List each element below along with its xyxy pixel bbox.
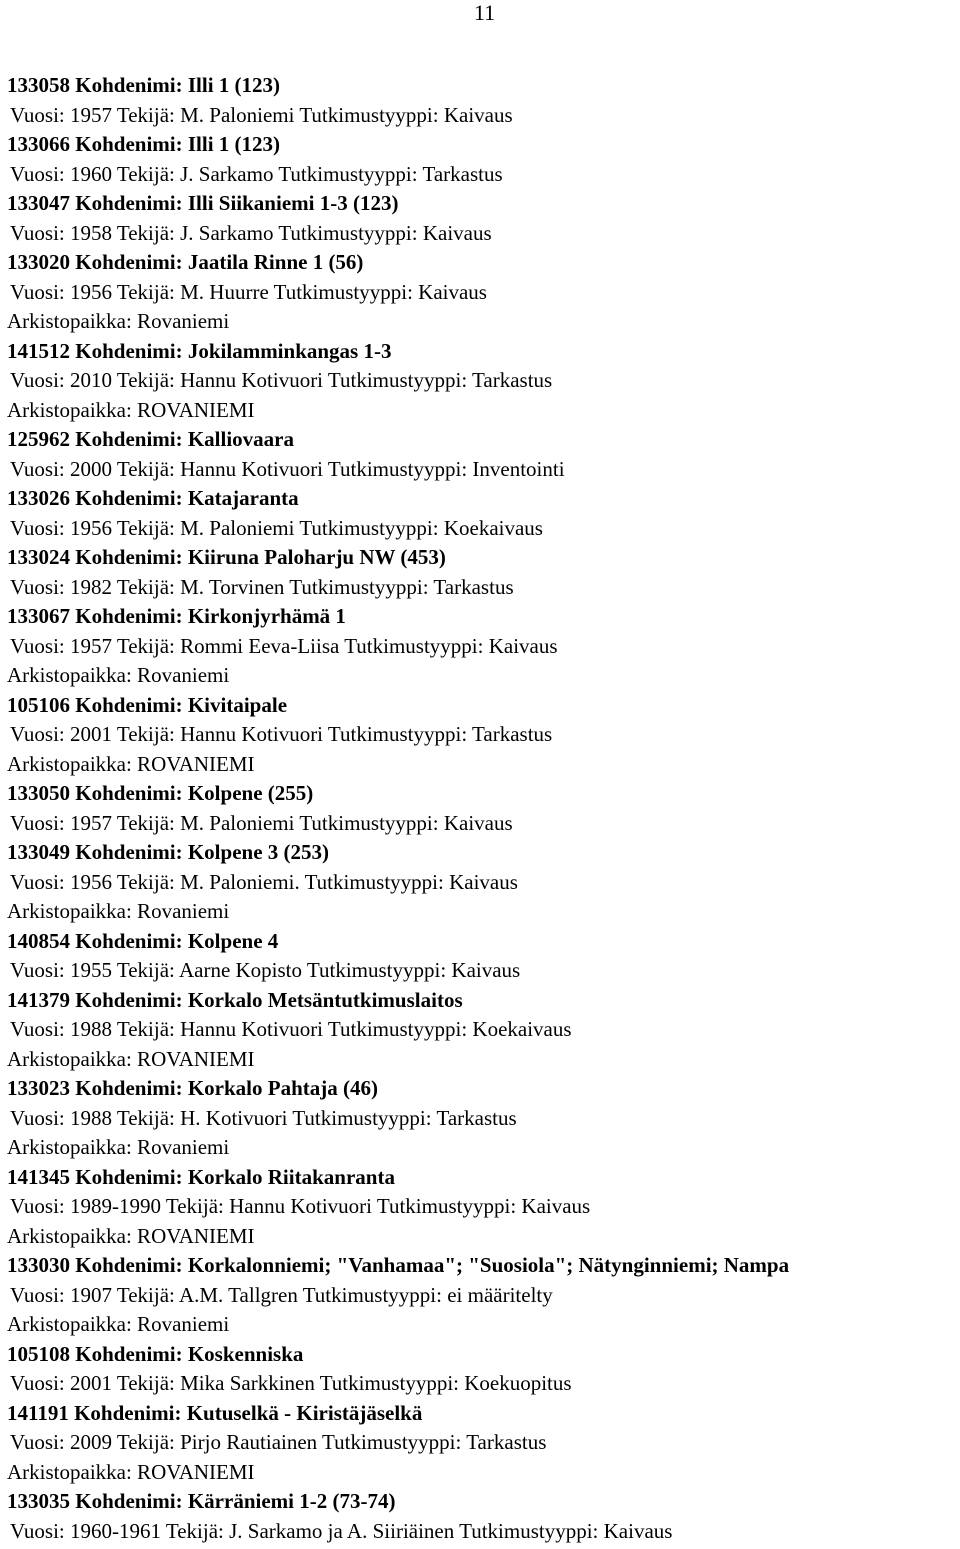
entry-title: 125962 Kohdenimi: Kalliovaara (7, 427, 295, 451)
entry-title: 133035 Kohdenimi: Kärräniemi 1-2 (73-74) (7, 1489, 396, 1513)
entry-archive: Arkistopaikka: Rovaniemi (7, 663, 230, 687)
list-item (7, 602, 960, 691)
list-item (7, 1163, 960, 1252)
list-item (7, 838, 960, 927)
entry-archive: Arkistopaikka: Rovaniemi (7, 1312, 230, 1336)
list-item (7, 1074, 960, 1163)
entry-title: 133026 Kohdenimi: Katajaranta (7, 486, 299, 510)
entry-archive: Arkistopaikka: ROVANIEMI (7, 1459, 255, 1484)
entry-title: 133049 Kohdenimi: Kolpene 3 (253) (7, 840, 330, 864)
entry-title: 133066 Kohdenimi: Illi 1 (123) (7, 132, 281, 156)
list-item (7, 779, 960, 838)
page-number: 11 (474, 0, 496, 25)
entry-detail: Vuosi: 2001 Tekijä: Mika Sarkkinen Tutkimustyyppi: Koekuopitus (10, 1371, 572, 1395)
list-item (7, 337, 960, 426)
entry-detail: Vuosi: 2000 Tekijä: Hannu Kotivuori Tutkimustyyppi: Inventointi (10, 456, 565, 481)
entry-archive: Arkistopaikka: ROVANIEMI (7, 1046, 255, 1071)
entry-detail: Vuosi: 2001 Tekijä: Hannu Kotivuori Tutkimustyyppi: Tarkastus (10, 722, 553, 746)
entry-archive: Arkistopaikka: ROVANIEMI (7, 751, 255, 776)
entry-detail: Vuosi: 1956 Tekijä: M. Paloniemi. Tutkimustyyppi: Kaivaus (10, 869, 518, 894)
entry-title: 105108 Kohdenimi: Koskenniska (7, 1341, 304, 1366)
list-item (7, 189, 960, 248)
list-item (7, 425, 960, 484)
entry-title: 141191 Kohdenimi: Kutuselkä - Kiristäjäselkä (7, 1400, 423, 1425)
list-item (7, 543, 960, 602)
entry-archive: Arkistopaikka: ROVANIEMI (7, 1223, 255, 1248)
list-item (7, 130, 960, 189)
entry-title: 133058 Kohdenimi: Illi 1 (123) (7, 73, 281, 97)
entry-title: 141512 Kohdenimi: Jokilamminkangas 1-3 (7, 338, 392, 363)
entry-detail: Vuosi: 1957 Tekijä: M. Paloniemi Tutkimustyyppi: Kaivaus (10, 102, 513, 127)
entry-detail: Vuosi: 1957 Tekijä: M. Paloniemi Tutkimustyyppi: Kaivaus (10, 810, 513, 835)
entry-title: 133047 Kohdenimi: Illi Siikaniemi 1-3 (123) (7, 191, 399, 215)
entry-detail: Vuosi: 1957 Tekijä: Rommi Eeva-Liisa Tutkimustyyppi: Kaivaus (10, 633, 558, 658)
list-item (7, 484, 960, 543)
entry-title: 141345 Kohdenimi: Korkalo Riitakanranta (7, 1164, 395, 1189)
entry-title: 133023 Kohdenimi: Korkalo Pahtaja (46) (7, 1076, 378, 1100)
entry-title: 133020 Kohdenimi: Jaatila Rinne 1 (56) (7, 250, 364, 274)
list-item (7, 1251, 960, 1340)
entry-archive: Arkistopaikka: Rovaniemi (7, 1135, 230, 1159)
list-item (7, 927, 960, 986)
list-item (7, 986, 960, 1075)
entry-detail: Vuosi: 1988 Tekijä: H. Kotivuori Tutkimustyyppi: Tarkastus (10, 1105, 517, 1130)
entry-detail: Vuosi: 1956 Tekijä: M. Huurre Tutkimustyyppi: Kaivaus (10, 279, 487, 304)
list-item (7, 71, 960, 130)
entry-archive: Arkistopaikka: Rovaniemi (7, 899, 230, 923)
entry-detail: Vuosi: 1958 Tekijä: J. Sarkamo Tutkimustyyppi: Kaivaus (10, 220, 492, 245)
list-item (7, 248, 960, 337)
entry-title: 141379 Kohdenimi: Korkalo Metsäntutkimuslaitos (7, 987, 463, 1012)
entry-detail: Vuosi: 1956 Tekijä: M. Paloniemi Tutkimustyyppi: Koekaivaus (10, 515, 543, 540)
list-item (7, 1487, 960, 1546)
entry-detail: Vuosi: 1982 Tekijä: M. Torvinen Tutkimustyyppi: Tarkastus (10, 574, 514, 599)
entry-detail: Vuosi: 2009 Tekijä: Pirjo Rautiainen Tutkimustyyppi: Tarkastus (10, 1430, 547, 1454)
entry-detail: Vuosi: 1989-1990 Tekijä: Hannu Kotivuori Tutkimustyyppi: Kaivaus (10, 1194, 591, 1218)
entry-detail: Vuosi: 1960-1961 Tekijä: J. Sarkamo ja A. Siiriäinen Tutkimustyyppi: Kaivaus (10, 1518, 673, 1543)
entry-title: 133030 Kohdenimi: Korkalonniemi; "Vanhamaa"; "Suosiola"; Nätynginniemi; Nampa (7, 1253, 790, 1277)
entry-title: 105106 Kohdenimi: Kivitaipale (7, 692, 288, 717)
entry-archive: Arkistopaikka: ROVANIEMI (7, 397, 255, 422)
entry-title: 133024 Kohdenimi: Kiiruna Paloharju NW (453) (7, 545, 446, 569)
entry-detail: Vuosi: 2010 Tekijä: Hannu Kotivuori Tutkimustyyppi: Tarkastus (10, 368, 553, 392)
entry-title: 133050 Kohdenimi: Kolpene (255) (7, 781, 314, 805)
entry-title: 133067 Kohdenimi: Kirkonjyrhämä 1 (7, 604, 346, 628)
entry-detail: Vuosi: 1907 Tekijä: A.M. Tallgren Tutkimustyyppi: ei määritelty (10, 1282, 553, 1307)
entry-detail: Vuosi: 1960 Tekijä: J. Sarkamo Tutkimustyyppi: Tarkastus (10, 161, 503, 186)
entry-archive: Arkistopaikka: Rovaniemi (7, 309, 230, 333)
entry-title: 140854 Kohdenimi: Kolpene 4 (7, 928, 279, 953)
entry-detail: Vuosi: 1988 Tekijä: Hannu Kotivuori Tutkimustyyppi: Koekaivaus (10, 1017, 572, 1041)
entry-list (7, 71, 960, 1546)
entry-detail: Vuosi: 1955 Tekijä: Aarne Kopisto Tutkimustyyppi: Kaivaus (10, 958, 521, 982)
list-item (7, 1340, 960, 1399)
list-item (7, 691, 960, 780)
list-item (7, 1399, 960, 1488)
